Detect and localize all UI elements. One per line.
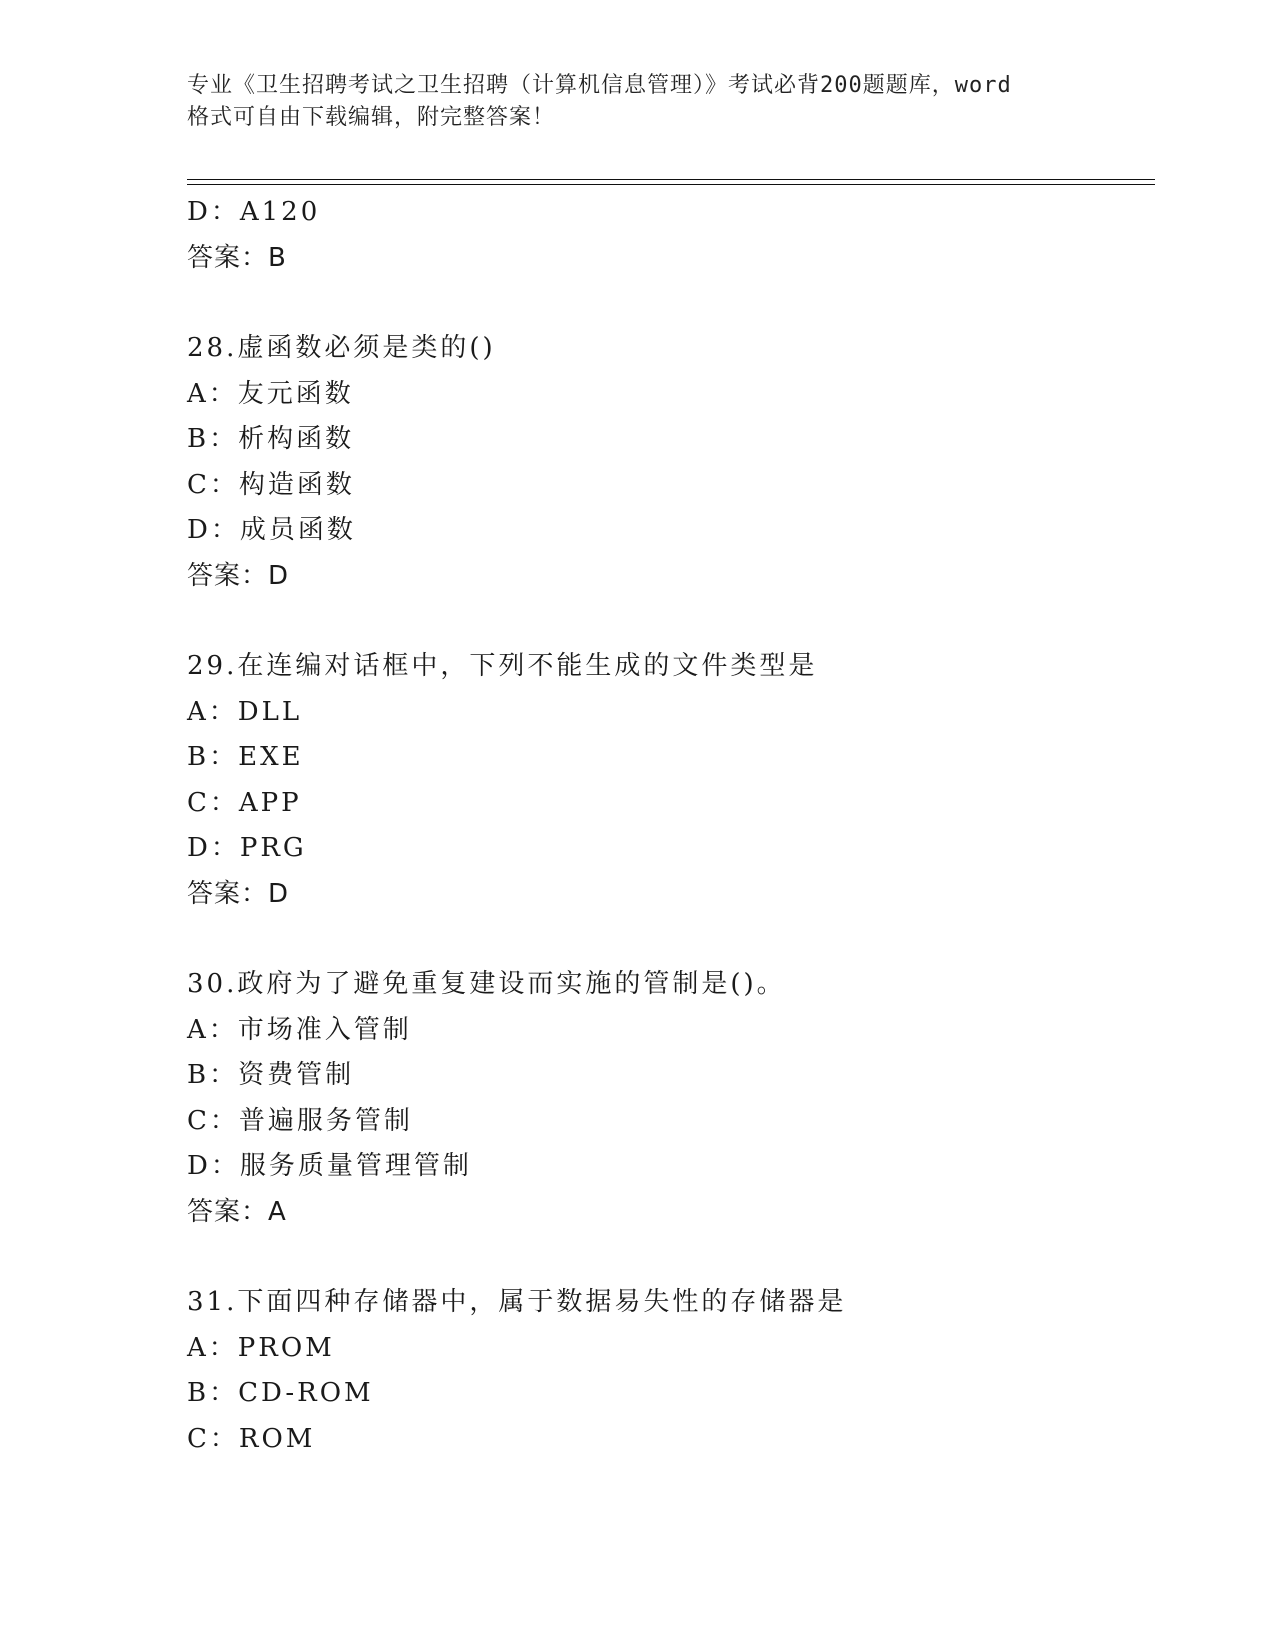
- option-c: C：普遍服务管制: [187, 1105, 413, 1136]
- option-c: C：APP: [187, 787, 302, 818]
- question-stem: 28.虚函数必须是类的(): [187, 333, 496, 363]
- option-a: A：市场准入管制: [187, 1014, 412, 1045]
- question-29: [187, 644, 1147, 917]
- answer-line: 答案：B: [187, 242, 287, 273]
- option-c: C：ROM: [187, 1423, 316, 1454]
- option-b: B：析构函数: [187, 424, 355, 454]
- option-a: A：友元函数: [187, 378, 354, 409]
- option-a: A：PROM: [187, 1332, 335, 1363]
- answer-line: 答案：D: [187, 878, 290, 909]
- answer-line: 答案：D: [187, 560, 290, 591]
- option-a: A：DLL: [187, 696, 303, 727]
- header-line-1: 专业《卫生招聘考试之卫生招聘（计算机信息管理）》考试必背200题题库，word: [187, 73, 1012, 98]
- question-31: [187, 1280, 1147, 1462]
- question-stem: 29.在连编对话框中，下列不能生成的文件类型是: [187, 651, 818, 681]
- header-line-2: 格式可自由下载编辑，附完整答案！: [187, 105, 556, 130]
- option-d: D：服务质量管理管制: [187, 1151, 472, 1181]
- question-stem: 30.政府为了避免重复建设而实施的管制是()。: [187, 969, 786, 999]
- option-c: C：构造函数: [187, 469, 355, 500]
- header-divider-top: [187, 179, 1155, 180]
- question-30: [187, 962, 1147, 1235]
- option-b: B：CD-ROM: [187, 1378, 374, 1408]
- option-d: D：PRG: [187, 833, 307, 863]
- option-b: B：EXE: [187, 742, 304, 772]
- document-header: [187, 70, 1087, 134]
- answer-line: 答案：A: [187, 1196, 287, 1227]
- question-28: [187, 326, 1147, 599]
- option-d: D：A120: [187, 197, 321, 227]
- question-list: [187, 190, 1147, 1462]
- option-b: B：资费管制: [187, 1060, 355, 1090]
- question-stem: 31.下面四种存储器中，属于数据易失性的存储器是: [187, 1287, 847, 1317]
- header-divider-bottom: [187, 184, 1155, 185]
- option-d: D：成员函数: [187, 515, 356, 545]
